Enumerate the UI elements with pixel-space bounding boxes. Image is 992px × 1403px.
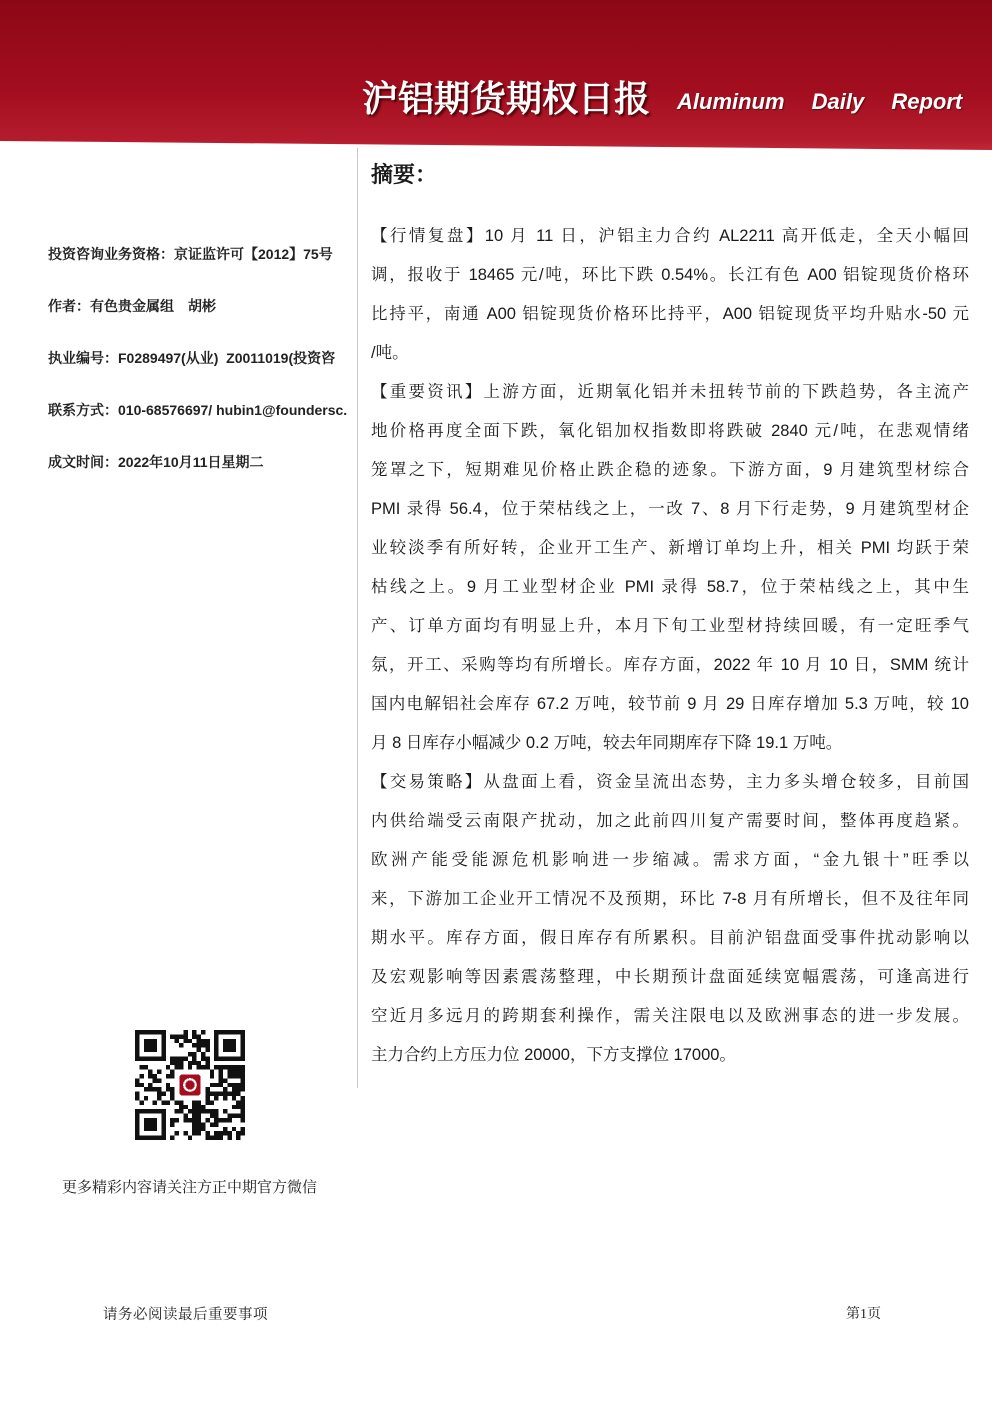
report-title-cn: 沪铝期货期权日报 — [362, 78, 651, 119]
summary-text-line: 【重要资讯】上游方面，近期氧化铝并未扭转节前的下跌趋势，各主流产 — [371, 383, 969, 401]
license-number-info: 执业编号：F0289497(从业) Z0011019(投资咨 — [48, 350, 336, 366]
summary-text-line: 欧洲产能受能源危机影响进一步缩减。需求方面，“金九银十”旺季以 — [371, 851, 969, 869]
contact-info: 联系方式：010-68576697/ hubin1@foundersc. — [48, 402, 348, 418]
header-band — [0, 0, 992, 152]
date-info: 成文时间：2022年10月11日星期二 — [48, 454, 264, 470]
report-title-en: Aluminum Daily Report — [677, 89, 963, 114]
summary-text-line: 枯线之上。9 月工业型材企业 PMI 录得 58.7，位于荣枯线之上，其中生 — [371, 578, 969, 596]
footer-notice: 请务必阅读最后重要事项 — [103, 1307, 268, 1323]
summary-heading: 摘要： — [371, 162, 438, 187]
summary-text-line: 调，报收于 18465 元/吨，环比下跌 0.54%。长江有色 A00 铝锭现货价格环 — [371, 266, 969, 284]
summary-text-line: 期水平。库存方面，假日库存有所累积。目前沪铝盘面受事件扰动影响以 — [371, 929, 969, 947]
summary-text-line: 【行情复盘】10 月 11 日，沪铝主力合约 AL2211 高开低走，全天小幅回 — [371, 227, 969, 245]
qr-caption: 更多精彩内容请关注方正中期官方微信 — [62, 1179, 318, 1196]
author-info: 作者：有色贵金属组 胡彬 — [48, 298, 216, 314]
summary-text-line: 来，下游加工企业开工情况不及预期，环比 7-8 月有所增长，但不及往年同 — [371, 890, 969, 908]
summary-text-line: 月 8 日库存小幅减少 0.2 万吨，较去年同期库存下降 19.1 万吨。 — [371, 734, 843, 752]
column-divider — [357, 148, 358, 1088]
wechat-qr-code — [135, 1030, 245, 1140]
summary-body — [371, 217, 969, 1075]
summary-text-line: 氛，开工、采购等均有所增长。库存方面，2022 年 10 月 10 日，SMM 统计 — [371, 656, 969, 674]
page-number: 第1页 — [846, 1307, 881, 1322]
summary-text-line: 笼罩之下，短期难见价格止跌企稳的迹象。下游方面，9 月建筑型材综合 — [371, 461, 969, 479]
summary-text-line: 及宏观影响等因素震荡整理，中长期预计盘面延续宽幅震荡，可逢高进行 — [371, 968, 969, 986]
summary-text-line: 产、订单方面均有明显上升，本月下旬工业型材持续回暖，有一定旺季气 — [371, 617, 969, 635]
summary-text-line: 主力合约上方压力位 20000，下方支撑位 17000。 — [371, 1046, 736, 1064]
summary-text-line: 比持平，南通 A00 铝锭现货价格环比持平，A00 铝锭现货平均升贴水-50 元 — [371, 305, 969, 323]
summary-text-line: /吨。 — [371, 344, 409, 362]
summary-text-line: 地价格再度全面下跌，氧化铝加权指数即将跌破 2840 元/吨，在悲观情绪 — [371, 422, 969, 440]
summary-text-line: PMI 录得 56.4，位于荣枯线之上，一改 7、8 月下行走势，9 月建筑型材企 — [371, 500, 969, 518]
summary-text-line: 内供给端受云南限产扰动，加之此前四川复产需要时间，整体再度趋紧。 — [371, 812, 969, 830]
qualification-info: 投资咨询业务资格：京证监许可【2012】75号 — [48, 246, 333, 262]
summary-text-line: 空近月多远月的跨期套利操作，需关注限电以及欧洲事态的进一步发展。 — [371, 1007, 969, 1025]
summary-text-line: 【交易策略】从盘面上看，资金呈流出态势，主力多头增仓较多，目前国 — [371, 773, 969, 791]
summary-text-line: 业较淡季有所好转，企业开工生产、新增订单均上升，相关 PMI 均跃于荣 — [371, 539, 969, 557]
summary-text-line: 国内电解铝社会库存 67.2 万吨，较节前 9 月 29 日库存增加 5.3 万吨，较 10 — [371, 695, 969, 713]
